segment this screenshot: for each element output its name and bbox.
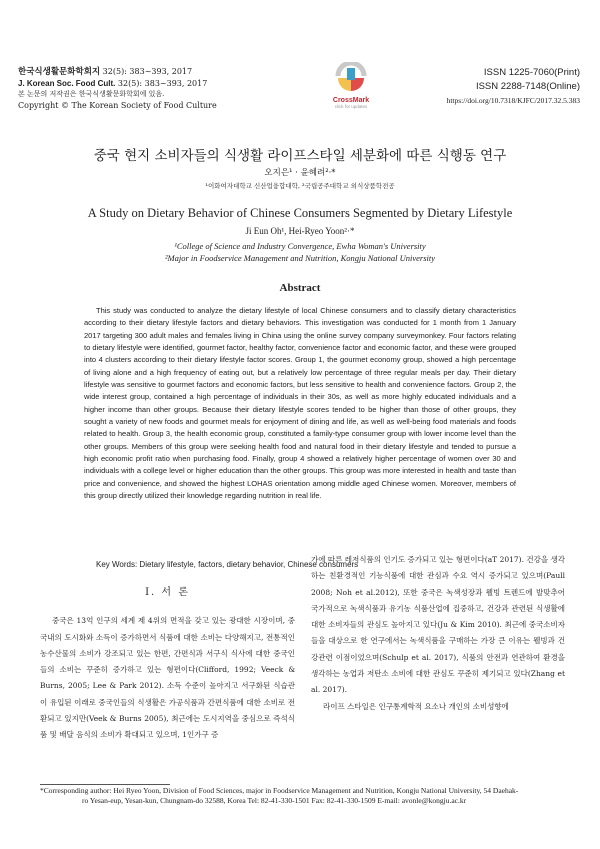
journal-name-en: J. Korean Soc. Food Cult. [18, 79, 116, 88]
copyright-line: Copyright © The Korean Society of Food Culture [18, 101, 217, 110]
authors-english: Ji Eun Oh¹, Hei-Ryeo Yoon²·* [245, 226, 355, 236]
abstract-heading: Abstract [279, 282, 321, 294]
affiliation-1: ¹College of Science and Industry Convergence, Ewha Woman's University [174, 241, 426, 251]
footnote-line-1: *Corresponding author: Hei Ryeo Yoon, Division of Food Sciences, major in Foodservice Management and Nutrition, Kongju National University, 54 Daehak- [40, 786, 519, 795]
issn-online: ISSN 2288-7148(Online) [475, 81, 580, 92]
journal-volume-ko: 32(5): 383~393, 2017 [102, 67, 193, 76]
crossmark-sublabel: click for updates [334, 104, 368, 109]
doi-link[interactable]: https://doi.org/10.7318/KJFC/2017.32.5.383 [446, 96, 580, 105]
section-heading-introduction: Ⅰ. 서 론 [145, 587, 190, 598]
abstract-text: This study was conducted to analyze the dietary lifestyle of local Chinese consumers and to classify dietary characteristics according to their dietary lifestyle factors and dietary behaviors. This investigation was conducted for 1 month from 1 January 2017 targeting 300 adult males and females living in China using the online survey company surveymonkey. Four factors relating to dietary lifestyle were identified, gourmet factor, healthy factor, convenience factor and economic factor, and these were grouped into 4 clusters according to their dietary lifestyle factor scores. Group 1, the gourmet economy group, showed a high percentage of living alone and a high frequency of eating out, but a relatively low percentage of three regular meals per day. Their dietary lifestyle was sensitive to gourmet factors and economic factors, but less sensitive to health and convenience factors. Group 2, the wide interest group, contained a high percentage of individuals in their 30s, as well as more highly educated individuals and a higher income than other groups. Because their dietary lifestyle scores tended to be higher than those of other groups, they sought a variety of new foods and gourmet meals for enjoyment of dining and life, as well as well-being food materials and foods related to health. Group 3, the health economic group, constituted a family-type consumer group with lower income level than the other groups. Members of this group were seeking health food and natural food in their dietary lifestyle and tended to pursue a high economic profit ratio when purchasing food. Finally, group 4 showed a relatively higher percentage of women over 30 and individuals with a college level or higher education than the other groups. This group was more interested in health and taste than price and convenience, and showed the highest LOHAS orientation among middle aged Chinese women. Moreover, members of this group directly utilized their knowledge regarding nutrition in real life. [84, 306, 516, 501]
corresponding-author-footnote [40, 786, 565, 806]
crossmark-icon [334, 62, 368, 92]
body-column-right [311, 552, 565, 715]
affiliations-english [0, 240, 600, 264]
footnote-line-2: ro Yesan-eup, Yesan-kun, Chungnam-do 32588, Korea Tel: 82-41-330-1501 Fax: 82-41-330-1509 E-mail: avonle@kongju.ac.kr [82, 796, 467, 805]
paragraph-right-2: 라이프 스타일은 인구통계학적 요소나 개인의 소비성향에 [323, 701, 509, 711]
paragraph-right-1: 가에 따른 레저식품의 인기도 증가되고 있는 형편이다(aT 2017). 건강을 생각하는 친환경적인 기능식품에 대한 관심과 수요 역시 증가되고 있으며(Paull 2008; Noh et al.2012), 또한 중국은 녹색성장과 웰빙 트렌드에 발맞추어 국가적으로 녹색식품과 유기농 식품산업에 집중하고, 건강과 관련된 식생활에 대한 소비자들의 관심도 높아지고 있다(Ju & Kim 2010). 최근에 중국소비자들을 대상으로 한 연구에서는 녹색식품을 구매하는 가장 큰 이유는 웰빙과 건강관련 이점이었으며(Schulp et al. 2017), 식품의 안전과 연관하여 환경을 생각하는 농업과 저탄소 소비에 대한 관심도 꾸준히 제기되고 있다(Zhang et al. 2017). [311, 555, 565, 695]
issn-print: ISSN 1225-7060(Print) [483, 67, 580, 78]
crossmark-label: CrossMark [332, 97, 370, 104]
issn-block [447, 66, 580, 108]
authors-korean: 오지은¹ · 윤혜려²·* [264, 168, 336, 178]
journal-header [18, 66, 217, 111]
affiliations-korean: ¹이화여자대학교 신산업융합대학, ²국립공주대학교 외식상품학전공 [205, 182, 395, 190]
footnote-divider [40, 784, 170, 785]
title-english: A Study on Dietary Behavior of Chinese Consumers Segmented by Dietary Lifestyle [87, 206, 513, 220]
body-column-left [40, 583, 295, 744]
copyright-notice-ko: 본 논문의 저작권은 한국식생활문화학회에 있음. [18, 90, 165, 98]
crossmark-badge[interactable] [326, 62, 376, 109]
abstract-body [84, 305, 516, 503]
journal-name-ko: 한국식생활문화학회지 [18, 67, 101, 77]
paragraph-left: 중국은 13억 인구의 세계 제 4위의 면적을 갖고 있는 광대한 시장이며, 중국내의 도시화와 소득이 증가하면서 식품에 대한 소비는 다양해지고, 전통적인 농수산물의 소비가 강조되고 있는 한편, 간편식과 서구식 식사에 대한 중국인들의 소비는 꾸준히 증가하고 있는 형편이다(Clifford, 1992; Veeck & Burns, 2005; Lee & Park 2012). 소득 수준이 높아지고 서구화된 식습관이 유입된 이래로 중국인들의 식생활은 가공식품과 간편식품에 대한 소비로 전환되고 있지만(Veek & Burns 2005), 최근에는 도시지역을 중심으로 즉석식품 및 배달 음식의 소비가 확대되고 있으며, 1인가구 증 [40, 616, 295, 740]
title-korean: 중국 현지 소비자들의 식생활 라이프스타일 세분화에 따른 식행동 연구 [93, 148, 507, 164]
journal-volume-en: 32(5): 383~393, 2017 [117, 79, 208, 88]
keywords: Key Words: Dietary lifestyle, factors, dietary behavior, Chinese consumers [96, 560, 359, 569]
affiliation-2: ²Major in Foodservice Management and Nutrition, Kongju National University [164, 253, 436, 263]
